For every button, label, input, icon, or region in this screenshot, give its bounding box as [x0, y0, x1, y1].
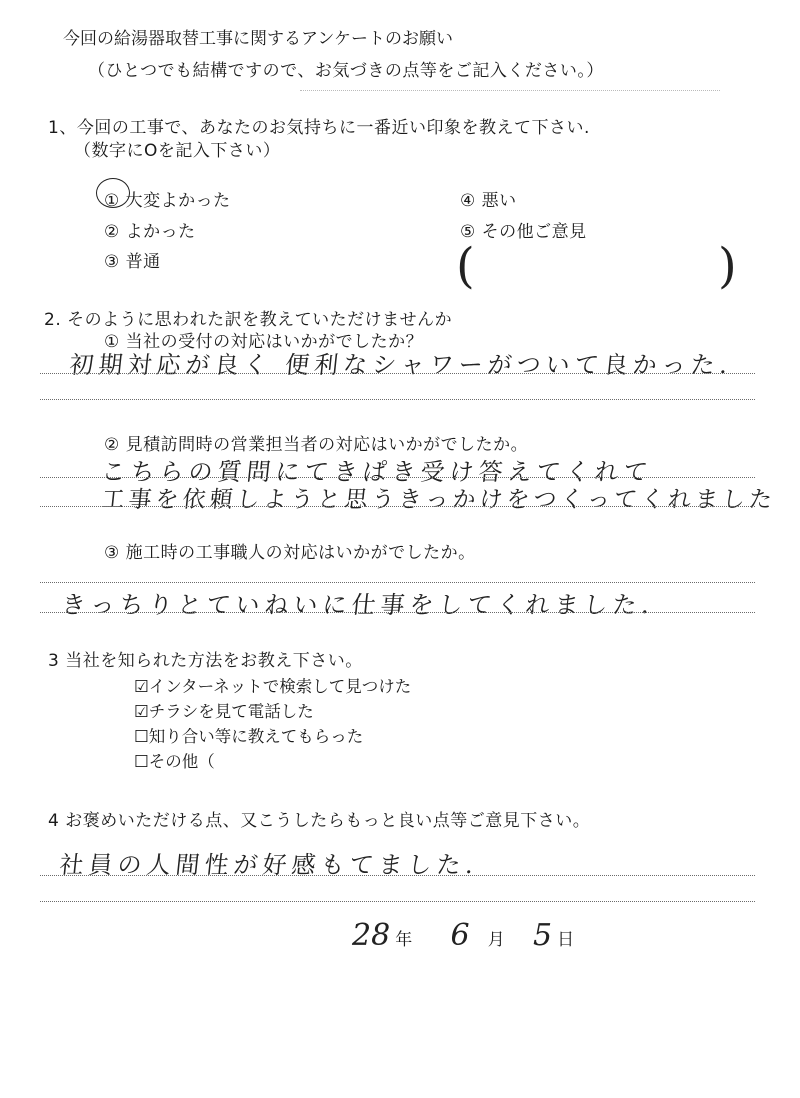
date-year-unit: 年	[395, 930, 413, 950]
q2-sub2-line-2	[40, 506, 755, 507]
q2-sub1-label: ① 当社の受付の対応はいかがでしたか？	[104, 332, 424, 352]
q1-option-1-label: 大変よかった	[125, 191, 231, 211]
q1-option-3-number: ③	[104, 252, 120, 272]
q3-option-2-label: チラシを見て電話した	[148, 702, 314, 721]
q2-sub2-answer-line-1[interactable]: こちらの質問にてきぱき受け答えてくれて	[100, 458, 655, 486]
q3-option-1[interactable]	[134, 673, 411, 697]
q4-line-1	[40, 875, 755, 876]
q2-sub3-answer[interactable]: きっちりとていねいに仕事をしてくれました.	[60, 591, 656, 619]
q1-option-4-label: 悪い	[481, 191, 517, 211]
q2-sub2-answer-line-2[interactable]: 工事を依頼しようと思うきっかけをつくってくれました	[100, 487, 778, 513]
survey-subtitle: （ひとつでも結構ですので、お気づきの点等をご記入ください。）	[88, 61, 604, 81]
date-day-unit: 日	[557, 930, 575, 950]
date-year[interactable]: 28	[352, 918, 391, 953]
q3-option-2-checkbox[interactable]: ☑	[134, 702, 149, 721]
q2-sub1-answer[interactable]: 初期対応が良く 便利なシャワーがついて良かった.	[68, 351, 734, 379]
header-divider	[300, 90, 720, 91]
q1-other-open-paren: (	[456, 238, 475, 294]
q2-sub1-line-1	[40, 373, 755, 374]
q3-option-3[interactable]	[134, 723, 363, 747]
q3-option-3-checkbox[interactable]: ☐	[134, 727, 149, 746]
q1-option-1-number: ①	[104, 191, 120, 211]
date-field	[352, 918, 574, 953]
q1-option-5[interactable]	[460, 217, 587, 242]
q1-option-4[interactable]	[460, 186, 517, 211]
q2-sub3-line-1	[40, 582, 755, 583]
q1-other-close-paren: )	[718, 238, 737, 294]
q1-option-2-label: よかった	[125, 222, 196, 242]
date-month[interactable]: 6	[450, 918, 470, 953]
q2-question: 2. そのように思われた訳を教えていただけませんか	[44, 310, 453, 330]
q4-line-2	[40, 901, 755, 902]
q3-option-3-label: 知り合い等に教えてもらった	[148, 727, 364, 746]
q1-option-4-number: ④	[460, 191, 476, 211]
q1-option-5-number: ⑤	[460, 222, 476, 242]
q1-option-2-number: ②	[104, 222, 120, 242]
q2-sub2-line-1	[40, 477, 755, 478]
q3-option-4[interactable]	[134, 748, 215, 772]
q2-sub2-label: ② 見積訪問時の営業担当者の対応はいかがでしたか。	[104, 435, 529, 455]
q1-option-3-label: 普通	[125, 252, 161, 272]
q3-option-4-label: その他（	[148, 752, 215, 771]
q1-instruction: （数字にOを記入下さい）	[74, 141, 281, 161]
q4-question: 4 お褒めいただける点、又こうしたらもっと良い点等ご意見下さい。	[48, 811, 591, 831]
q1-question: 1、今回の工事で、あなたのお気持ちに一番近い印象を教えて下さい.	[48, 118, 590, 138]
q2-sub1-line-2	[40, 399, 755, 400]
survey-title: 今回の給湯器取替工事に関するアンケートのお願い	[63, 29, 453, 49]
q3-option-1-label: インターネットで検索して見つけた	[148, 677, 412, 696]
q3-option-4-checkbox[interactable]: ☐	[134, 752, 149, 771]
q2-sub3-label: ③ 施工時の工事職人の対応はいかがでしたか。	[104, 543, 476, 563]
q1-option-5-label: その他ご意見	[481, 222, 587, 242]
q2-sub3-line-2	[40, 612, 755, 613]
date-month-unit: 月	[487, 930, 505, 950]
q1-option-3[interactable]	[104, 247, 161, 272]
q3-question: 3 当社を知られた方法をお教え下さい。	[48, 651, 363, 671]
date-day[interactable]: 5	[532, 918, 553, 953]
q3-option-1-checkbox[interactable]: ☑	[134, 677, 149, 696]
q3-option-2[interactable]	[134, 698, 314, 722]
q1-option-2[interactable]	[104, 217, 196, 242]
q1-selected-circle	[96, 178, 130, 208]
q4-answer[interactable]: 社員の人間性が好感もてました.	[58, 851, 480, 879]
